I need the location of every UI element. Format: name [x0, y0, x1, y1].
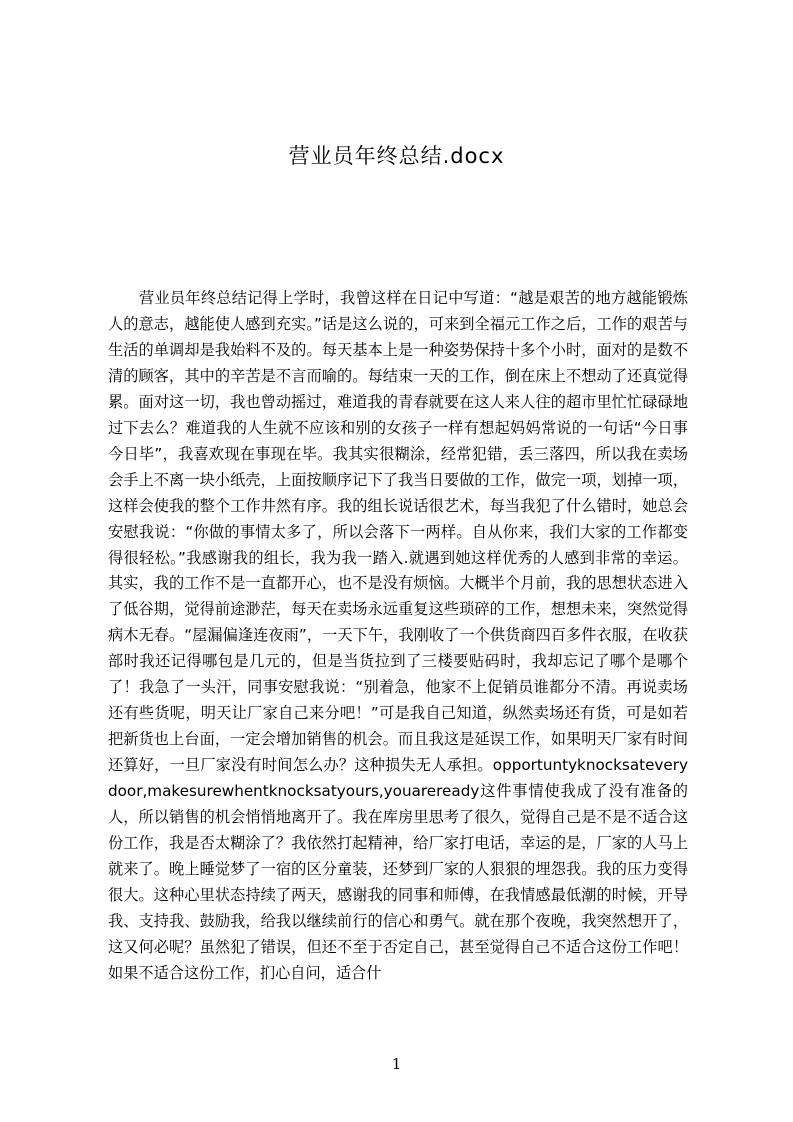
page-number: 1 — [391, 1055, 402, 1073]
document-body-paragraph: 营业员年终总结记得上学时，我曾这样在日记中写道：“越是艰苦的地方越能锻炼人的意志，越能使人感到充实。”话是这么说的，可来到全福元工作之后，工作的艰苦与生活的单调却是我始料不及的。每天基本上是一种姿势保持十多个小时，面对的是数不清的顾客，其中的辛苦是不言而喻的。每结束一天的工作，倒在床上不想动了还真觉得累。面对这一切，我也曾动摇过，难道我的青春就要在这人来人往的超市里忙忙碌碌地过下去么？难道我的人生就不应该和别的女孩子一样有想起妈妈常说的一句话“今日事今日毕”，我喜欢现在事现在毕。我其实很糊涂，经常犯错，丢三落四，所以我在卖场会手上不离一块小纸壳，上面按顺序记下了我当日要做的工作，做完一项，划掉一项，这样会使我的整个工作井然有序。我的组长说话很艺术，每当我犯了什么错时，她总会安慰我说：“你做的事情太多了，所以会落下一两样。自从你来，我们大家的工作都变得很轻松。”我感谢我的组长，我为我一踏入.就遇到她这样优秀的人感到非常的幸运。其实，我的工作不是一直都开心，也不是没有烦恼。大概半个月前，我的思想状态进入了低谷期，觉得前途渺茫，每天在卖场永远重复这些琐碎的工作，想想未来，突然觉得病木无春。“屋漏偏逢连夜雨”，一天下午，我刚收了一个供货商四百多件衣服，在收获部时我还记得哪包是几元的，但是当货拉到了三楼要贴码时，我却忘记了哪个是哪个了！我急了一头汗，同事安慰我说：“别着急，他家不上促销员谁都分不清。再说卖场还有些货呢，明天让厂家自己来分吧！”可是我自己知道，纵然卖场还有货，可是如若把新货也上台面，一定会增加销售的机会。而且我这是延误工作，如果明天厂家有时间还算好，一旦厂家没有时间怎么办？这种损失无人承担。opportuntyknocksateverydoor,makesurewhentknocksatyours,youareready这件事情使我成了没有准备的人，所以销售的机会悄悄地离开了。我在库房里思考了很久，觉得自己是不是不适合这份工作，我是否太糊涂了？我依然打起精神，给厂家打电话，幸运的是，厂家的人马上就来了。晚上睡觉梦了一宿的区分童装，还梦到厂家的人狠狠的埋怨我。我的压力变得很大。这种心里状态持续了两天，感谢我的同事和师傅，在我情感最低潮的时候，开导我、支持我、鼓励我，给我以继续前行的信心和勇气。就在那个夜晚，我突然想开了，这又何必呢？虽然犯了错误，但还不至于否定自己，甚至觉得自己不适合这份工作吧！如果不适合这份工作，扪心自问，适合什 — [108, 289, 688, 982]
document-title: 营业员年终总结.docx — [288, 144, 505, 168]
